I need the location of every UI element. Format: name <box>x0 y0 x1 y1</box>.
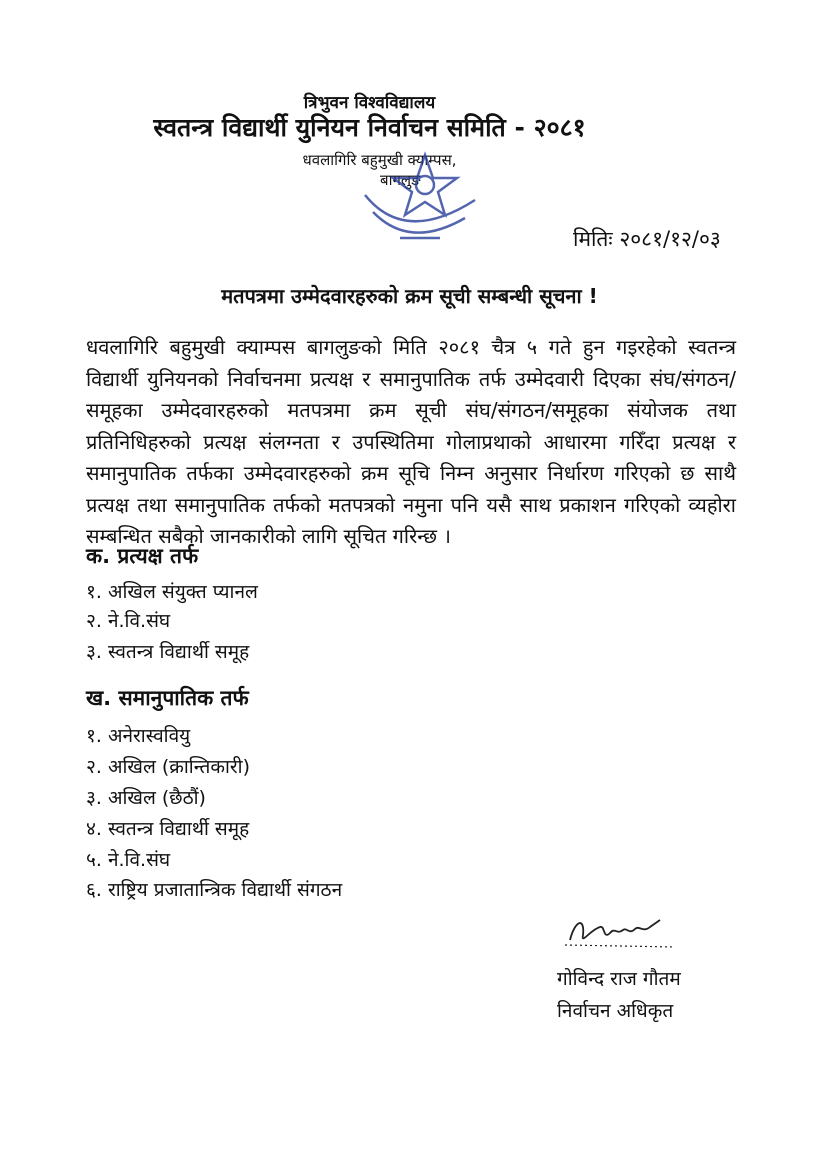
direct-section-title: क. प्रत्यक्ष तर्फ <box>86 544 199 568</box>
handwritten-signature <box>555 905 685 955</box>
notice-body: धवलागिरि बहुमुखी क्याम्पस बागलुङको मिति २०८१ चैत्र ५ गते हुन गइरहेको स्वतन्त्र विद्यार्थी युनियनको निर्वाचनमा प्रत्यक्ष र समानुपातिक तर्फ उम्मेदवारी दिएका संघ/संगठन/समूहका उम्मेदवारहरुको मतपत्रमा क्रम सूची संघ/संगठन/समूहका संयोजक तथा प्रतिनिधिहरुको प्रत्यक्ष संलग्नता र उपस्थितिमा गोलाप्रथाको आधारमा गरिँदा प्रत्यक्ष र समानुपातिक तर्फका उम्मेदवारहरुको क्रम सूचि निम्न अनुसार निर्धारण गरिएको छ साथै प्रत्यक्ष तथा समानुपातिक तर्फको मतपत्रको नमुना पनि यसै साथ प्रकाशन गरिएको व्यहोरा सम्बन्धित सबैको जानकारीको लागि सूचित गरिन्छ । <box>86 335 736 548</box>
proportional-list-item: ६. राष्ट्रिय प्रजातान्त्रिक विद्यार्थी संगठन <box>86 879 343 901</box>
direct-list-item: ३. स्वतन्त्र विद्यार्थी समूह <box>86 641 250 663</box>
proportional-list-item: २. अखिल (क्रान्तिकारी) <box>86 756 251 778</box>
signatory-role: निर्वाचन अधिकृत <box>557 1000 674 1022</box>
signatory-name: गोविन्द राज गौतम <box>557 968 681 990</box>
notice-date: मितिः २०८१/१२/०३ <box>573 227 721 251</box>
campus-city: बागलुङ <box>380 171 421 189</box>
official-seal-stamp <box>345 150 485 250</box>
proportional-list-item: १. अनेरास्ववियु <box>86 725 191 747</box>
proportional-list-item: ३. अखिल (छैठौं) <box>86 787 206 809</box>
proportional-section-title: ख. समानुपातिक तर्फ <box>86 686 249 710</box>
university-name: त्रिभुवन विश्वविद्यालय <box>303 93 436 113</box>
direct-list-item: २. ने.वि.संघ <box>86 610 171 632</box>
notice-subject: मतपत्रमा उम्मेदवारहरुको क्रम सूची सम्बन्धी सूचना ! <box>221 284 598 308</box>
proportional-list-item: ४. स्वतन्त्र विद्यार्थी समूह <box>86 818 250 840</box>
campus-name: धवलागिरि बहुमुखी क्याम्पस, <box>302 151 457 169</box>
committee-title: स्वतन्त्र विद्यार्थी युनियन निर्वाचन समिति - २०८१ <box>153 113 586 142</box>
proportional-list-item: ५. ने.वि.संघ <box>86 849 171 871</box>
direct-list-item: १. अखिल संयुक्त प्यानल <box>86 581 258 603</box>
